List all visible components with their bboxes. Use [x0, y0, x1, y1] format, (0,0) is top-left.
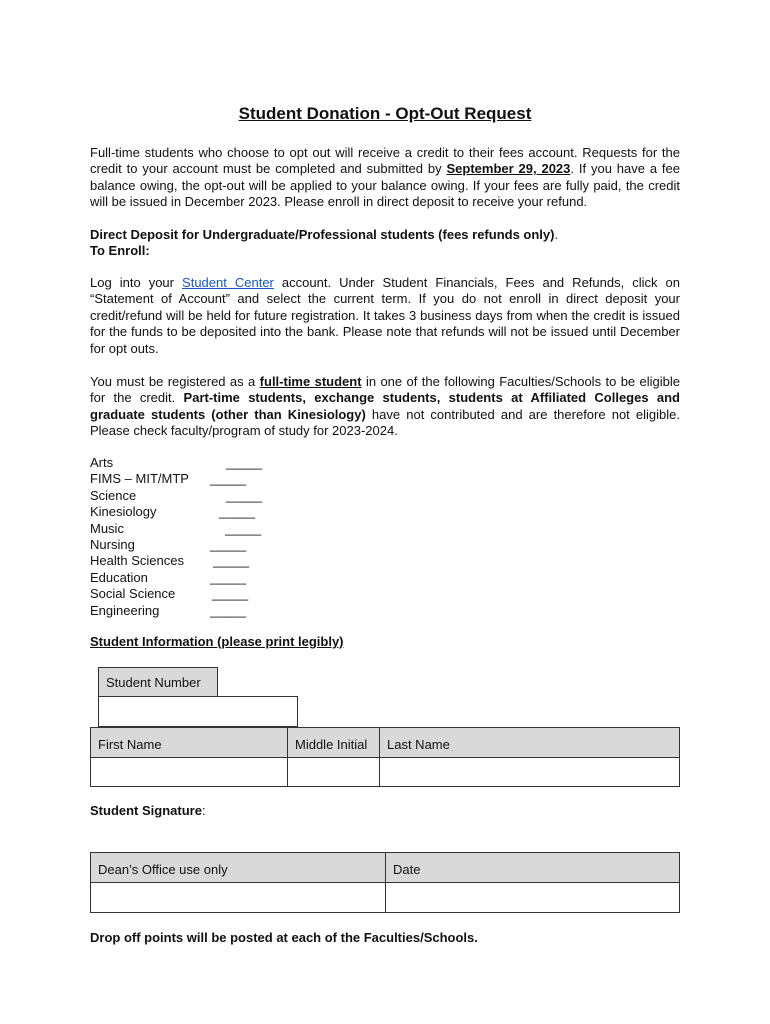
faculty-row	[90, 586, 290, 602]
student-number-label: Student Number	[98, 667, 218, 697]
faculty-row	[90, 603, 290, 619]
deans-office-field[interactable]	[90, 882, 386, 913]
eligibility-text-3: have not contributed and are therefore not eligible. Please check faculty/program of study for 2023-2024.	[90, 406, 680, 439]
enroll-text-before: Log into your	[90, 275, 183, 290]
faculty-row	[90, 471, 290, 487]
signature-label-text: Student Signature	[90, 803, 202, 818]
faculty-name: Health Sciences	[90, 553, 184, 569]
faculty-check-line[interactable]: _____	[213, 553, 250, 569]
eligibility-text-2: in one of the following Faculties/Schools to be eligible for the credit.	[90, 374, 681, 406]
student-number-field[interactable]	[98, 696, 298, 727]
faculty-name: Education	[90, 569, 148, 585]
deadline-date: September 29, 2023	[446, 161, 571, 177]
direct-deposit-heading: Direct Deposit for Undergraduate/Professional students (fees refunds only)	[90, 227, 555, 242]
intro-text-before: Full-time students who choose to opt out will receive a credit to their fees account. Requests for the credit to your account must be completed and submitted by	[90, 145, 680, 177]
faculty-check-line[interactable]: _____	[210, 471, 247, 487]
faculty-check-line[interactable]: _____	[226, 455, 263, 470]
signature-label-suffix: :	[201, 803, 206, 818]
enroll-text-after: account. Under Student Financials, Fees and Refunds, click on “Statement of Account” and select the current term. If you do not enroll in direct deposit your credit/refund will be held for future registration. It takes 3 business days from when the credit is issued for the funds to be deposited into the bank. Please note that refunds will not be issued until December for opt outs.	[90, 275, 681, 356]
faculty-name: Music	[90, 520, 124, 536]
faculty-name: Science	[90, 487, 137, 503]
first-name-label: First Name	[90, 727, 288, 758]
faculty-list	[90, 455, 290, 619]
faculty-row	[90, 504, 290, 520]
deans-office-label: Dean’s Office use only	[90, 852, 386, 883]
student-signature-label	[90, 803, 206, 818]
direct-deposit-block	[90, 227, 680, 260]
ineligible-students-text: Part-time students, exchange students, students at Affiliated Colleges and graduate students (other than Kinesiology)	[90, 390, 680, 422]
last-name-label: Last Name	[379, 727, 680, 758]
eligibility-text-1: You must be registered as a	[90, 374, 260, 389]
faculty-check-line[interactable]: _____	[210, 536, 247, 552]
faculty-row	[90, 455, 290, 471]
faculty-name: Nursing	[90, 536, 135, 552]
drop-off-note: Drop off points will be posted at each of the Faculties/Schools.	[90, 930, 478, 945]
faculty-name: Engineering	[90, 602, 160, 618]
first-name-field[interactable]	[90, 757, 288, 787]
faculty-row	[90, 570, 290, 586]
faculty-row	[90, 521, 290, 537]
faculty-name: Arts	[90, 455, 114, 470]
student-info-heading: Student Information (please print legibly)	[90, 634, 344, 649]
middle-initial-label: Middle Initial	[287, 727, 380, 758]
enroll-paragraph	[90, 275, 680, 357]
document-title: Student Donation - Opt-Out Request	[238, 104, 532, 123]
eligibility-paragraph	[90, 374, 680, 440]
faculty-check-line[interactable]: _____	[219, 504, 256, 520]
faculty-name: FIMS – MIT/MTP	[90, 471, 189, 487]
intro-text-after: . If you have a fee balance owing, the opt-out will be applied to your balance owing. If your fees are fully paid, the credit will be issued in December 2023. Please enroll in direct deposit to receive your refund.	[90, 161, 681, 210]
faculty-check-line[interactable]: _____	[210, 569, 247, 585]
faculty-name: Kinesiology	[90, 504, 157, 520]
faculty-check-line[interactable]: _____	[226, 487, 263, 503]
intro-paragraph	[90, 145, 680, 211]
faculty-check-line[interactable]: _____	[212, 586, 249, 602]
faculty-row	[90, 553, 290, 569]
date-field[interactable]	[385, 882, 680, 913]
faculty-check-line[interactable]: _____	[225, 520, 262, 536]
faculty-row	[90, 488, 290, 504]
direct-deposit-heading-suffix: .	[554, 227, 559, 242]
student-center-link[interactable]: Student Center	[182, 275, 274, 290]
date-label: Date	[385, 852, 680, 883]
faculty-row	[90, 537, 290, 553]
faculty-check-line[interactable]: _____	[210, 602, 247, 618]
middle-initial-field[interactable]	[287, 757, 380, 787]
full-time-student-term: full-time student	[259, 374, 362, 389]
faculty-name: Social Science	[90, 586, 176, 602]
last-name-field[interactable]	[379, 757, 680, 787]
to-enroll-label: To Enroll:	[90, 243, 150, 259]
